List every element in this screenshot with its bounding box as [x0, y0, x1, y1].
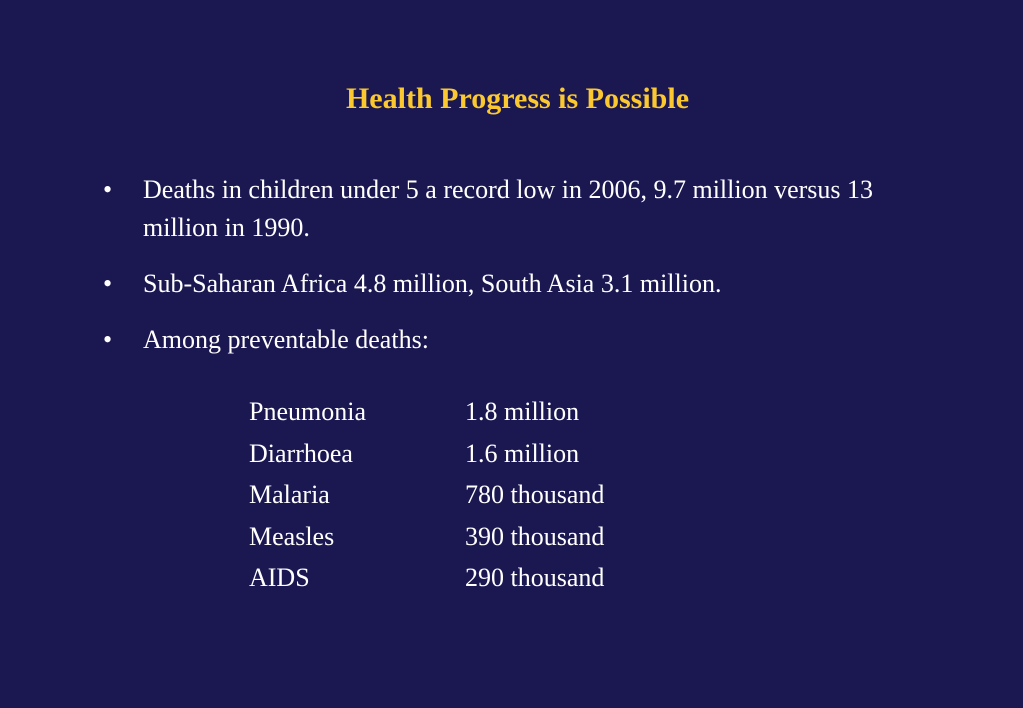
cause-name: Diarrhoea	[249, 438, 353, 468]
cause-name: Pneumonia	[249, 397, 366, 426]
cause-row	[249, 557, 685, 599]
bullet-text: Among preventable deaths:	[143, 325, 429, 354]
bullet-marker: •	[103, 325, 113, 354]
bullet-text: Sub-Saharan Africa 4.8 million, South Asia 3.1 million.	[143, 269, 722, 298]
cause-row	[249, 474, 685, 516]
cause-value: 390 thousand	[465, 521, 605, 551]
cause-name: Measles	[249, 521, 335, 551]
bullet-marker: •	[103, 175, 113, 204]
cause-row	[249, 516, 685, 558]
cause-name: Malaria	[249, 480, 330, 509]
cause-row	[249, 433, 685, 475]
cause-value: 1.8 million	[465, 397, 580, 426]
cause-value: 290 thousand	[465, 563, 605, 592]
bullet-item-regions	[98, 265, 918, 303]
cause-row	[249, 391, 685, 433]
bullet-text: Deaths in children under 5 a record low in 2006, 9.7 million versus 13 million in 1990.	[143, 175, 874, 242]
cause-value: 780 thousand	[465, 480, 605, 509]
bullet-item-preventable	[98, 321, 918, 359]
causes-table	[249, 391, 685, 599]
cause-value: 1.6 million	[465, 438, 580, 468]
slide-title: Health Progress is Possible	[345, 82, 690, 115]
bullet-item-child-deaths	[98, 171, 918, 247]
cause-name: AIDS	[249, 563, 310, 592]
bullet-list	[98, 171, 918, 377]
bullet-marker: •	[103, 269, 113, 298]
